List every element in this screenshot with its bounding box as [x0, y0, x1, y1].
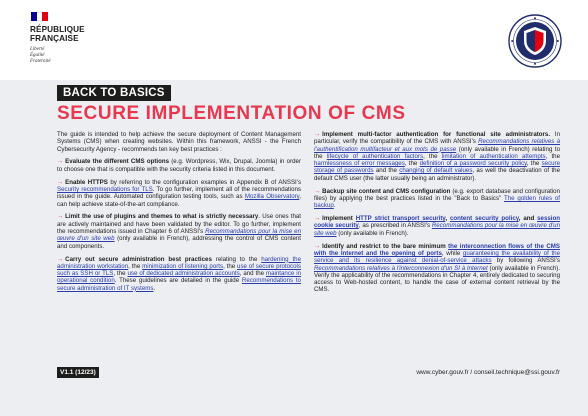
arrow-icon: → — [314, 242, 321, 250]
text-segment: , the — [423, 152, 442, 160]
motto-line-3: Fraternité — [30, 59, 51, 64]
mfa-recommendations-link[interactable]: Recommandations relatives à l'authentification multifacteur et aux mots de passe — [314, 138, 560, 153]
listening-ports-link[interactable]: minimization of listening ports — [142, 262, 224, 270]
text-segment: . Use ones that are actively maintained and have been validated by the editor. To go further, implement the recommendations issued in Chapter 6 of ANSSI's — [57, 213, 301, 236]
hsts-link[interactable]: HTTP strict transport security — [355, 215, 446, 223]
best-practice-6 — [314, 188, 560, 210]
operational-condition-link[interactable]: maintance in operational condition — [57, 270, 302, 285]
republic-line-1: RÉPUBLIQUE — [30, 25, 85, 34]
session-cookie-link[interactable]: session cookie security — [314, 215, 560, 230]
footer-contact[interactable]: www.cyber.gouv.fr / conseil.technique@ssi.gouv.fr — [416, 369, 560, 376]
text-segment: , while — [441, 249, 463, 257]
best-practice-1-text: (e.g. Wordpress, Wix, Drupal, Joomla) in order to choose one that is compatible with the security criteria listed in this document. — [57, 158, 302, 173]
text-segment: by following ANSSI's — [491, 257, 560, 265]
text-segment: (only available in French). — [336, 229, 409, 237]
hardening-workstation-link[interactable]: hardening the administration workstation — [57, 255, 301, 270]
best-practice-5 — [314, 131, 560, 182]
french-flag-icon — [31, 12, 48, 21]
best-practice-8-title: Identify and restrict to the bare minimum — [322, 242, 449, 250]
text-segment: In particular, verify the compatibility of the CMS with ANSSI's — [314, 131, 560, 146]
best-practice-8 — [314, 243, 560, 294]
text-segment: , and the — [239, 270, 266, 278]
republic-name — [30, 25, 110, 43]
text-segment: , the — [128, 262, 143, 270]
text-segment: , the — [404, 160, 420, 168]
arrow-icon: → — [57, 213, 64, 221]
text-segment: , as prescribed in ANSSI's — [358, 222, 432, 230]
text-segment: (e.g. export database and configuration files) by applying the best practices listed in the "Back to Basics" — [314, 187, 560, 202]
text-segment: (only available in French). Verify the applicability of the recommendations in Chapter 4, entirely dedicated to securing access to Web-hosted content, to handle the case of external content retrieval by the CMS. — [314, 264, 561, 294]
best-practice-2-title: Enable HTTPS — [65, 178, 108, 186]
text-segment: , — [445, 215, 450, 223]
text-segment: and the — [373, 167, 400, 175]
intro-paragraph: The guide is intended to help achieve the secure deployment of Content Management Systems (CMS) when creating websites. Within this framework, ANSSI - the French Cybersecurity Agency - recommends ten key best practices : — [57, 131, 301, 153]
back-to-basics-badge: BACK TO BASICS — [57, 85, 171, 101]
best-practice-2 — [57, 179, 301, 208]
interconnection-flows-link[interactable]: the interconnection flows of the CMS with the Internet and the opening of ports — [314, 242, 560, 257]
arrow-icon: → — [314, 131, 321, 138]
best-practice-4-title: Carry out secure administration best practices — [65, 255, 212, 263]
text-segment: . — [153, 284, 156, 292]
arrow-icon: → — [314, 187, 321, 195]
version-badge: V1.1 (12/23) — [57, 367, 99, 378]
motto-line-2: Égalité — [30, 53, 45, 58]
best-practice-6-title: Backup site content and CMS configuration — [322, 187, 451, 195]
text-segment: , the — [113, 270, 128, 278]
arrow-icon: → — [57, 255, 64, 263]
best-practice-5-title: Implement multi-factor authentication for functional site administrators. — [322, 131, 551, 138]
republic-line-2: FRANÇAISE — [30, 34, 79, 43]
text-segment: , the — [545, 152, 561, 160]
best-practice-3 — [57, 213, 301, 249]
site-web-recommendations-link[interactable]: Recommandations pour la mise en œuvre d'un site web — [314, 222, 560, 237]
header — [0, 0, 588, 92]
text-segment: . These guidelines are detailed in the guide — [114, 277, 242, 285]
republique-francaise-logo — [30, 12, 110, 65]
text-segment: (only available in French), addressing the control of CMS content and components. — [57, 235, 301, 250]
availability-link[interactable]: guaranteeing the availability of the service and its resilience against denial-of-service attacks — [314, 249, 560, 265]
right-column — [314, 131, 560, 299]
text-segment: by referring to the configuration examples in Appendix B of ANSSI's — [107, 178, 302, 186]
best-practice-3-title: Limit the use of plugins and themes to what is strictly necessary — [65, 213, 259, 221]
text-segment: , the — [223, 262, 238, 270]
best-practice-4 — [57, 256, 301, 292]
tls-recommendations-link[interactable]: Security recommendations for TLS — [57, 185, 153, 193]
error-messages-link[interactable]: harmlessness of error messages — [314, 160, 405, 168]
left-column — [57, 131, 301, 298]
text-segment: , as well the deactivation of the default CMS user (the latter usually being an administrator). — [314, 167, 560, 182]
anssi-seal-icon — [508, 14, 562, 68]
text-segment: , can help achieve state-of-the-art compliance. — [57, 193, 301, 208]
best-practice-1 — [57, 158, 301, 173]
admin-accounts-link[interactable]: use of dedicated administration accounts — [127, 270, 240, 278]
auth-attempts-link[interactable]: limitation of authentication attempts — [441, 152, 546, 160]
motto-line-1: Liberté — [30, 47, 45, 52]
arrow-icon: → — [57, 178, 64, 186]
best-practice-7-title: Implement — [322, 215, 356, 223]
page-title: SECURE IMPLEMENTATION OF CMS — [57, 103, 406, 124]
text-segment: , and — [518, 215, 538, 223]
secure-protocols-link[interactable]: use of secure protocols such as SSH or TLS — [57, 262, 301, 278]
text-segment: (only available in French) relating to the — [314, 145, 560, 160]
site-web-recommendations-link[interactable]: Recommandations pour la mise en œuvre d'un site web — [57, 228, 301, 243]
best-practice-7 — [314, 215, 560, 237]
text-segment: . — [333, 202, 336, 210]
lifecycle-link[interactable]: lifecycle of authentication factors — [326, 152, 424, 160]
interconnexion-recommendations-link[interactable]: Recommandations relatives à l'interconnexion d'un SI à Internet — [314, 264, 488, 272]
secure-administration-guide-link[interactable]: Recommendations to secure administration of IT systems — [57, 277, 301, 292]
text-segment: . To go further, implement all of the recommendations issued in the guide. Automated configuration testing tools, such as — [57, 185, 301, 201]
default-values-link[interactable]: changing of default values — [399, 167, 473, 175]
text-segment: , the — [526, 160, 542, 168]
mozilla-observatory-link[interactable]: Mozilla Observatory — [244, 193, 300, 201]
password-policy-link[interactable]: definition of a password security policy — [419, 160, 527, 168]
arrow-icon: → — [314, 215, 321, 223]
golden-rules-backup-link[interactable]: The golden rules of backup — [314, 194, 560, 210]
csp-link[interactable]: content security policy — [449, 215, 519, 223]
best-practice-1-title: Evaluate the different CMS options — [65, 158, 169, 166]
password-storage-link[interactable]: secure storage of passwords — [314, 160, 561, 175]
arrow-icon: → — [57, 158, 64, 166]
text-segment: relating to the — [211, 255, 262, 263]
motto — [30, 47, 110, 65]
